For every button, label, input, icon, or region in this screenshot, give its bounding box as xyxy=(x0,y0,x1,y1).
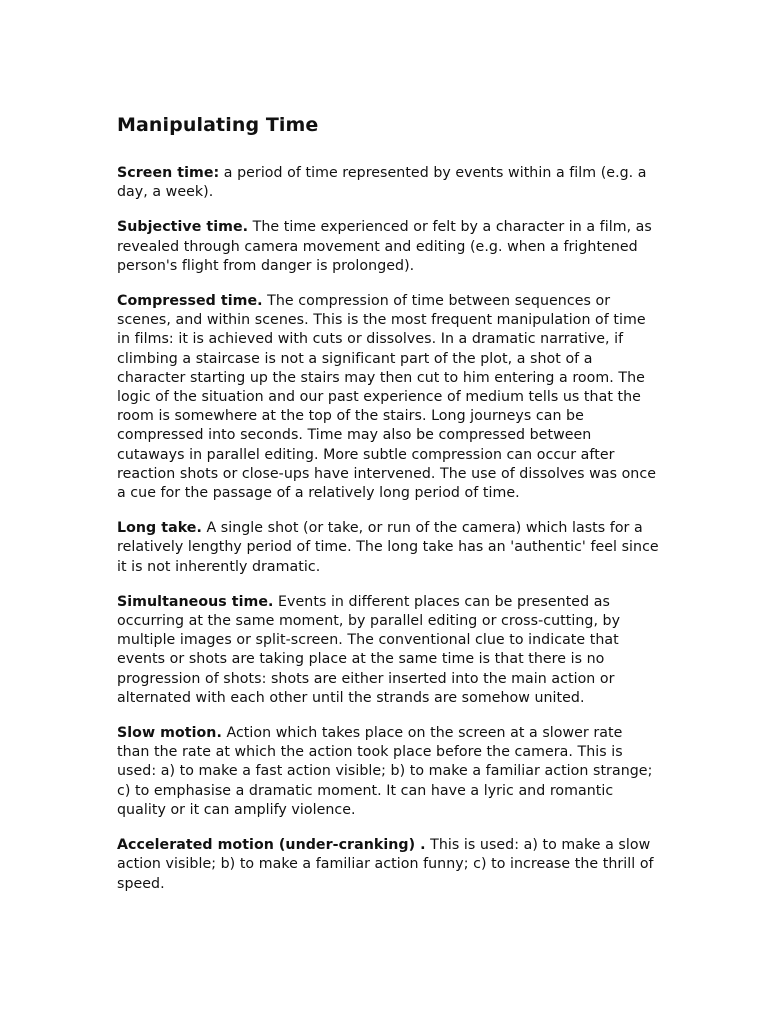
entry-definition: Action which takes place on the screen at a slower rate than the rate at which the action took place before the camera. This is used: a) to make a fast action visible; b) to make a familiar action strange; c) to emphasise a dramatic moment. It can have a lyric and romantic quality or it can amplify violence. xyxy=(117,725,653,818)
document-page xyxy=(117,112,659,910)
entry-compressed-time xyxy=(117,292,659,503)
entry-definition: A single shot (or take, or run of the camera) which lasts for a relatively lengthy period of time. The long take has an 'authentic' feel since it is not inherently dramatic. xyxy=(117,520,659,575)
entry-accelerated-motion xyxy=(117,836,659,894)
entry-long-take xyxy=(117,519,659,577)
entry-term: Simultaneous time. xyxy=(117,593,274,610)
entry-definition: a period of time represented by events within a film (e.g. a day, a week). xyxy=(117,165,647,201)
entry-definition: Events in different places can be presented as occurring at the same moment, by parallel editing or cross-cutting, by multiple images or split-screen. The conventional clue to indicate that events or shots are taking place at the same time is that there is no progression of shots: shots are either inserted into the main action or alternated with each other until the strands are somehow united. xyxy=(117,593,621,706)
entry-screen-time xyxy=(117,164,659,202)
page-title: Manipulating Time xyxy=(117,114,319,136)
entry-simultaneous-time xyxy=(117,593,659,708)
entry-definition: The compression of time between sequences or scenes, and within scenes. This is the most frequent manipulation of time in films: it is achieved with cuts or dissolves. In a dramatic narrative, if climbing a staircase is not a significant part of the plot, a shot of a character starting up the stairs may then cut to him entering a room. The logic of the situation and our past experience of medium tells us that the room is somewhere at the top of the stairs. Long journeys can be compressed into seconds. Time may also be compressed between cutaways in parallel editing. More subtle compression can occur after reaction shots or close-ups have intervened. The use of dissolves was once a cue for the passage of a relatively long period of time. xyxy=(117,293,656,502)
entry-definition: The time experienced or felt by a character in a film, as revealed through camera movement and editing (e.g. when a frightened person's flight from danger is prolonged). xyxy=(117,219,652,274)
entry-term: Slow motion. xyxy=(117,725,222,742)
entry-term: Accelerated motion (under-cranking) . xyxy=(117,837,426,854)
entry-slow-motion xyxy=(117,724,659,820)
entry-term: Screen time: xyxy=(117,165,220,181)
entry-term: Subjective time. xyxy=(117,219,249,236)
entry-definition: This is used: a) to make a slow action visible; b) to make a familiar action funny; c) to increase the thrill of speed. xyxy=(117,837,654,892)
entry-term: Compressed time. xyxy=(117,293,263,310)
entry-term: Long take. xyxy=(117,520,202,537)
entry-subjective-time xyxy=(117,218,659,276)
